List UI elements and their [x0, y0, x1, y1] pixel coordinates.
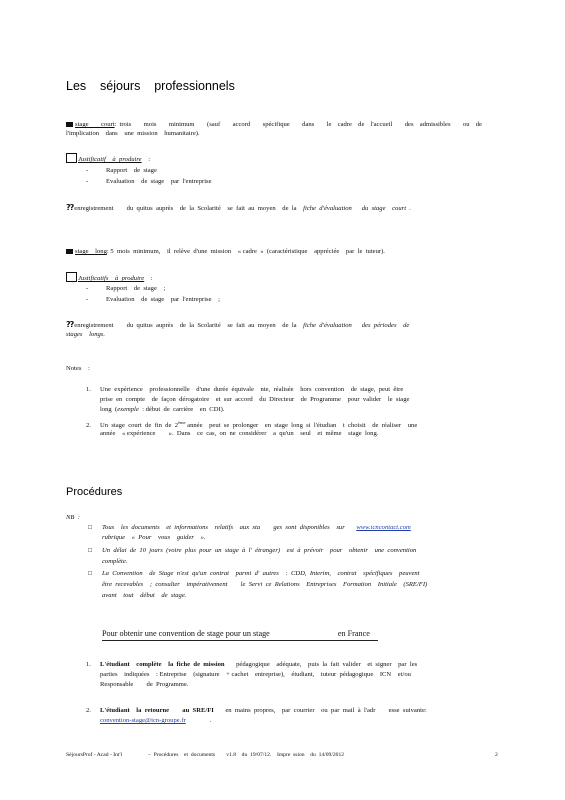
list-item-text: Evaluation de stage par l'entreprise [106, 178, 212, 185]
subheading-text: Pour obtenir une convention de stage pour un stage [102, 629, 270, 638]
question-marks-icon: ?? [66, 203, 74, 212]
section-title-sejours: Les séjours professionnels [66, 79, 235, 93]
footer-page-number: 2 [495, 752, 498, 758]
square-bullet-icon [66, 249, 73, 254]
list-item: - Rapport de stage ; [86, 285, 166, 292]
note-superscript: ème [178, 420, 186, 425]
enreg-suffix: des périodes de [361, 322, 410, 329]
note-line: prise en compte de façon dérogatoire et sur accord du Directeur de Programme pour valider le stage [100, 396, 410, 403]
justificatif-label: Justificatif à produire [78, 156, 142, 163]
checkbox-bullet-icon: □ [88, 547, 92, 554]
step-text: pédagogique adéquate, puis la fait valider et signer par les [236, 661, 418, 668]
justificatif-long [66, 272, 153, 283]
step-text: . [209, 717, 212, 724]
nb-bullet-1 [88, 523, 411, 532]
footer-left: SéjoursProf - Acad - Int'l [66, 752, 123, 758]
enreg-text: enregistrement du quitus auprès de la Scolarité se fait au moyen de la [74, 322, 297, 329]
enreg-italic: fiche d'évaluation [303, 205, 352, 212]
footer-middle: – Procédures et documents v1.8 du 19/07/12. Impre ssion du 14/09/2012 [148, 752, 345, 758]
list-item-text: Rapport de stage ; [106, 285, 166, 292]
enreg-italic: fiche d'évaluation [303, 322, 352, 329]
note-text: Un stage court de fin de 2 [100, 422, 179, 430]
bullet-text: Tous les documents et informations relatifs aux sta ges sont disponibles sur [102, 524, 345, 531]
stage-long-paragraph [66, 247, 385, 256]
stage-long-text: : 5 mois minimum, il relève d'une mission « cadre » (caractéristique appréciée par le tuteur). [106, 248, 385, 255]
bullet-text-line: avant tout début de stage. [102, 592, 187, 599]
step-bold-text: L'étudiant complète la fiche de mission [100, 661, 225, 668]
step-number: 1. [86, 661, 91, 668]
step-line: parties indiquées : Entreprise (signature + cachet entreprise), étudiant, tuteur pédagogique ICN et/ou [100, 671, 411, 678]
bullet-text-line: être recevables ; consulter impérativement le Servi ce Relations Entreprises Formation Initiale (SRE/FI) [102, 581, 428, 588]
justificatif-court [66, 153, 150, 164]
justificatif-colon: : [150, 275, 153, 282]
bullet-text: Un délai de 10 jours (voire plus pour un stage à l' étranger) est à prévoir pour obtenir une convention [102, 547, 417, 554]
checkbox-icon [66, 153, 77, 163]
stage-court-text: : trois mois minimum (sauf accord spécifique dans le cadre de l'accueil des admissibles ou de [114, 121, 482, 128]
nb-label: NB : [66, 514, 80, 521]
enreg-suffix: du stage court . [361, 205, 411, 212]
list-item-text: Evaluation de stage par l'entreprise ; [106, 296, 220, 303]
step-bold-text: L'étudiant la retourne au SRE/FI [100, 707, 214, 714]
list-item: - Rapport de stage [86, 167, 157, 174]
checkbox-bullet-icon: □ [88, 524, 92, 531]
square-bullet-icon [66, 122, 73, 127]
step-line [100, 716, 211, 725]
notes-label: Notes : [66, 365, 90, 372]
note-italic: exemple [117, 406, 139, 413]
enregistrement-long [66, 320, 409, 330]
note-item-1 [86, 385, 403, 394]
stage-long-label: stage long [75, 248, 107, 255]
step-2 [86, 706, 427, 715]
subheading-underline [102, 640, 378, 641]
subheading-location: en France [337, 629, 370, 638]
enregistrement-court [66, 203, 411, 213]
nb-bullet-3 [88, 569, 420, 578]
nb-bullet-2 [88, 546, 416, 555]
note-number: 1. [86, 386, 91, 393]
list-item-text: Rapport de stage [106, 167, 157, 174]
checkbox-bullet-icon: □ [88, 570, 92, 577]
enreg-text: enregistrement du quitus auprès de la Scolarité se fait au moyen de la [74, 205, 297, 212]
bullet-text-line: rubrique « Pour vous guider ». [102, 534, 206, 541]
note-text: : début de carrière en CDI). [138, 406, 225, 413]
note-line [100, 405, 225, 414]
question-marks-icon: ?? [66, 320, 74, 329]
icncontact-link[interactable]: www.icncontact.com [356, 524, 411, 531]
bullet-text-line: complète. [102, 558, 128, 565]
step-number: 2. [86, 707, 91, 714]
stage-court-label: stage court [75, 121, 115, 128]
section-title-procedures: Procédures [66, 486, 123, 498]
step-line: Responsable de Programme. [100, 681, 189, 688]
step-text: en mains propres, par courrier ou par mail à l'adr esse suivante: [225, 707, 427, 714]
justificatif-label: Justificatifs à produire [78, 275, 145, 282]
step-1 [86, 660, 417, 669]
note-text: long ( [100, 406, 118, 413]
checkbox-icon [66, 272, 77, 282]
list-item: - Evaluation de stage par l'entreprise ; [86, 296, 220, 303]
convention-subheading [102, 629, 370, 638]
justificatif-colon: : [148, 156, 151, 163]
note-line: année « expérience ». Dans ce cas, on ne considérer a qu'un seul et même stage long. [100, 430, 379, 437]
note-line: Une expérience professionnelle d'une durée équivale nte, réalisée hors convention de stage, peut être [100, 386, 404, 393]
list-item: - Evaluation de stage par l'entreprise [86, 178, 212, 185]
bullet-text: La Convention de Stage n'est qu'un contrat parmi d' autres : CDD, Interim, contrat spécifiques peuvent [102, 570, 420, 577]
note-number: 2. [86, 422, 91, 430]
enreg-long-line2: stages longs. [66, 331, 106, 338]
stage-court-text-line2: l'implication dans une mission humanitaire). [66, 130, 200, 137]
note-text: année peut se prolonger en stage long si l'étudian t choisit de réaliser une [185, 422, 418, 430]
convention-email-link[interactable]: convention-stage@icn-groupe.fr [100, 717, 186, 724]
stage-court-paragraph [66, 120, 482, 129]
